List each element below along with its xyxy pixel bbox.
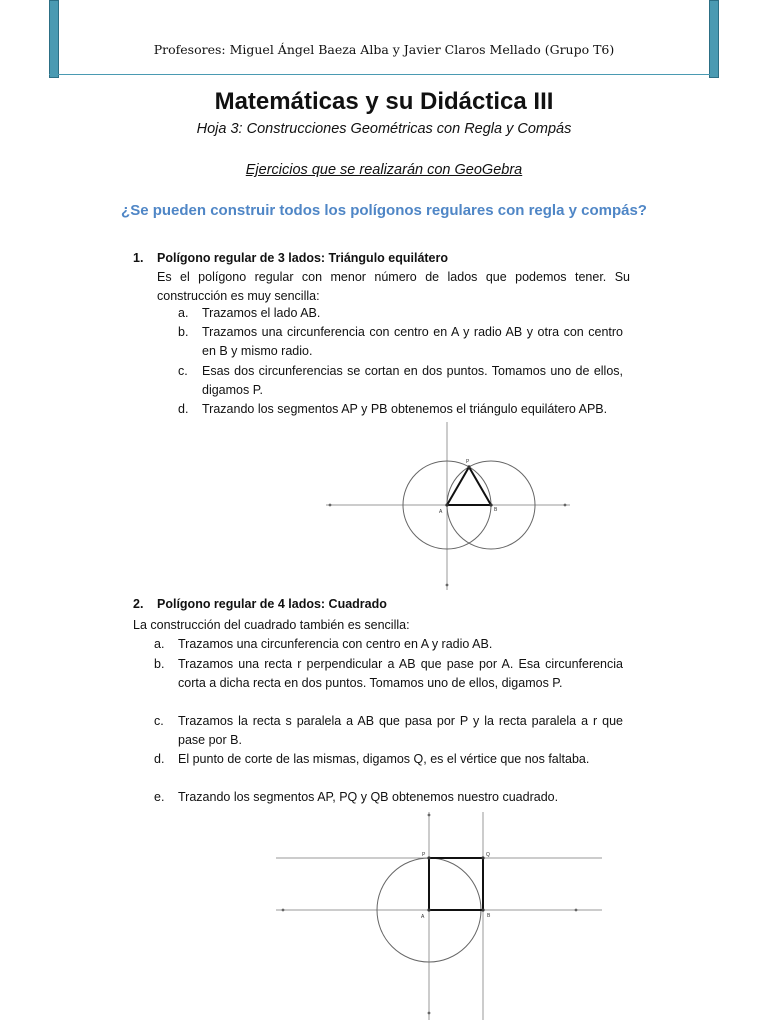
square-construction-figure xyxy=(274,810,606,1022)
page-title: Matemáticas y su Didáctica III xyxy=(214,88,554,115)
section1-step-a xyxy=(178,304,623,323)
step-text: Trazamos una recta r perpendicular a AB que pase por A. Esa circunferencia corta a dicha recta en dos puntos. Tomamos uno de ellos, digamos P. xyxy=(178,657,623,690)
header-right-bar xyxy=(709,0,719,78)
section2-step-c xyxy=(154,712,623,750)
label-b: B xyxy=(494,507,498,513)
label-p: P xyxy=(422,852,426,858)
step-text: Trazamos una circunferencia con centro en A y radio AB. xyxy=(178,637,493,651)
axis-point-top xyxy=(428,814,431,817)
section2-title: Polígono regular de 4 lados: Cuadrado xyxy=(157,597,387,611)
label-b: B xyxy=(487,913,491,919)
point-p xyxy=(467,465,470,468)
step-text: Trazamos una circunferencia con centro en A y radio AB y otra con centro en B y mismo radio. xyxy=(202,325,623,358)
triangle-construction-figure xyxy=(318,420,588,592)
step-text: Trazamos la recta s paralela a AB que pasa por P y la recta paralela a r que pase por B. xyxy=(178,714,623,747)
step-text: El punto de corte de las mismas, digamos Q, es el vértice que nos faltaba. xyxy=(178,752,590,766)
step-letter: d. xyxy=(178,402,189,416)
section2-number: 2. xyxy=(133,597,144,611)
step-letter: c. xyxy=(154,714,164,728)
step-letter: a. xyxy=(154,637,165,651)
section1-heading xyxy=(133,251,448,265)
step-text: Trazando los segmentos AP, PQ y QB obtenemos nuestro cuadrado. xyxy=(178,790,559,804)
step-letter: b. xyxy=(178,325,189,339)
section2-intro: La construcción del cuadrado también es sencilla: xyxy=(133,618,410,632)
section2-step-b xyxy=(154,655,623,693)
point-a xyxy=(427,908,430,911)
step-text: Trazamos el lado AB. xyxy=(202,306,321,320)
header-rule xyxy=(49,74,718,75)
section1-step-c xyxy=(178,362,623,400)
exercises-heading-text: Ejercicios que se realizarán con GeoGebra xyxy=(245,162,523,178)
point-b xyxy=(481,908,484,911)
section1-step-b xyxy=(178,323,623,361)
axis-point-left xyxy=(329,504,332,507)
section1-title: Polígono regular de 3 lados: Triángulo equilátero xyxy=(157,251,449,265)
header-left-bar xyxy=(49,0,59,78)
point-q xyxy=(481,856,484,859)
label-a: A xyxy=(439,509,443,515)
point-p xyxy=(427,856,430,859)
section2-step-e xyxy=(154,788,623,807)
label-q: Q xyxy=(486,852,490,858)
step-letter: e. xyxy=(154,790,165,804)
step-text: Trazando los segmentos AP y PB obtenemos el triángulo equilátero APB. xyxy=(202,402,608,416)
page-subtitle: Hoja 3: Construcciones Geométricas con Regla y Compás xyxy=(196,121,572,137)
section2-step-d xyxy=(154,750,623,769)
step-text: Esas dos circunferencias se cortan en dos puntos. Tomamos uno de ellos, digamos P. xyxy=(202,364,623,397)
exercises-heading xyxy=(0,162,768,178)
point-b xyxy=(489,503,492,506)
axis-point-left xyxy=(282,909,285,912)
axis-point-bottom xyxy=(446,584,449,587)
section1-number: 1. xyxy=(133,251,144,265)
label-p: P xyxy=(466,459,470,465)
section2-step-a xyxy=(154,635,623,654)
step-letter: c. xyxy=(178,364,188,378)
label-a: A xyxy=(421,914,425,920)
point-a xyxy=(445,503,448,506)
section2-heading xyxy=(133,597,387,611)
section1-intro: Es el polígono regular con menor número de lados que podemos tener. Su construcción es muy sencilla: xyxy=(157,270,630,303)
axis-point-right xyxy=(564,504,567,507)
step-letter: a. xyxy=(178,306,189,320)
step-letter: d. xyxy=(154,752,165,766)
equilateral-triangle xyxy=(447,467,491,505)
step-letter: b. xyxy=(154,657,165,671)
question-heading: ¿Se pueden construir todos los polígonos regulares con regla y compás? xyxy=(121,202,647,219)
header-professors: Profesores: Miguel Ángel Baeza Alba y Javier Claros Mellado (Grupo T6) xyxy=(153,42,615,57)
section1-step-d xyxy=(178,400,623,419)
axis-point-right xyxy=(575,909,578,912)
axis-point-bottom xyxy=(428,1012,431,1015)
